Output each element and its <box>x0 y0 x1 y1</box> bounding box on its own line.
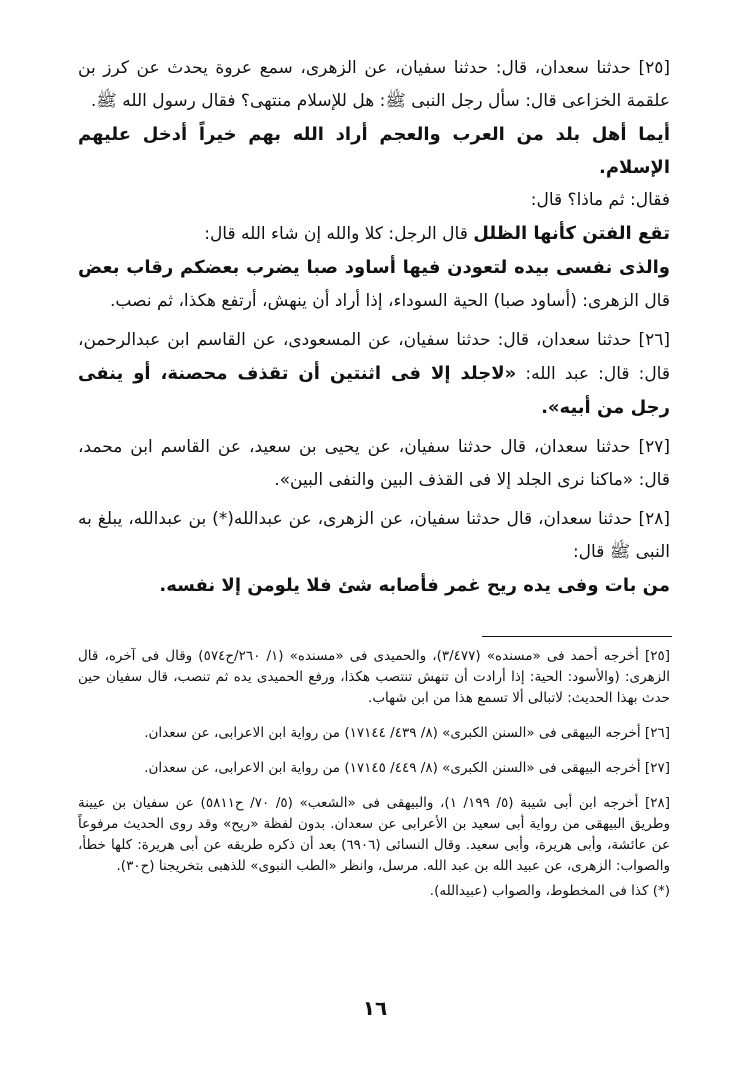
hadith-27 <box>78 431 670 497</box>
hadith-25-text-3: والذى نفسى بيده لتعودن فيها أساود صبا يضرب بعضكم رقاب بعض <box>78 257 670 278</box>
hadith-26-chain: [٢٦] حدثنا سعدان، قال: حدثنا سفيان، عن المسعودى، عن القاسم ابن عبدالرحمن، قال: قال: عبد الله: <box>78 330 670 384</box>
page-number: ١٦ <box>362 996 388 1020</box>
hadith-25-chain: [٢٥] حدثنا سعدان، قال: حدثنا سفيان، عن الزهرى، سمع عروة يحدث عن كرز بن علقمة الخزاعى قال: سأل رجل النبى ﷺ: هل للإسلام منتهى؟ فقال رسول الله ﷺ. <box>78 58 670 111</box>
hadith-25-dialogue <box>78 217 670 251</box>
hadith-25-text-2: تقع الفتن كأنها الظلل <box>473 223 670 244</box>
footnote-25: [٢٥] أخرجه أحمد فى «مسنده» (٣/٤٧٧)، والحميدى فى «مسنده» (١/ ٢٦٠/ح٥٧٤) وقال فى آخره، قال الزهرى: (والأسود: الحية: إذا أرادت أن تنهش تنتصب هكذا، ورفع الحميدى يده ثم تنصب، قال سفيان حين حدث بهذا الحديث: لاتبالى ألا تسمع هذا من ابن شهاب. <box>78 648 671 706</box>
footnote-star: (*) كذا فى المخطوط، والصواب (عبيدالله). <box>429 883 670 899</box>
hadith-25-reply: قال الرجل: كلا والله إن شاء الله قال: <box>204 224 468 244</box>
hadith-27-text: [٢٧] حدثنا سعدان، قال حدثنا سفيان، عن يحيى بن سعيد، عن القاسم ابن محمد، قال: «ماكنا نرى الجلد إلا فى القذف البين والنفى البين». <box>78 437 670 490</box>
hadith-25-text-1: أيما أهل بلد من العرب والعجم أراد الله بهم خيراً أدخل عليهم الإسلام. <box>78 124 670 178</box>
hadith-25-ending <box>78 251 670 318</box>
hadith-25-explanation: قال الزهرى: (أساود صبا) الحية السوداء، إذا أراد أن ينهش، أرتفع هكذا، ثم نصب. <box>110 291 670 311</box>
hadith-28-text: من بات وفى يده ريح غمر فأصابه شئ فلا يلومن إلا نفسه. <box>159 575 670 596</box>
footnote-28: [٢٨] أخرجه ابن أبى شيبة (٥/ ١٩٩/ ١)، والبيهقى فى «الشعب» (٥/ ٧٠/ ح٥٨١١) عن سفيان بن عيينة وطريق البيهقى من رواية أبى سعيد بن الأعرابى عن سعدان. بدون لفظة «ريح» وقد روى الحديث مرفوعاً عن عائشة، وأبى هريرة، وأبى سعيد. وقال النسائى (٦٩٠٦) بعد أن ذكره طريقه عن أبى هريرة: كلها خطأ، والصواب: الزهرى، عن عبيد الله بن عبد الله. مرسل، وانظر «الطب النبوى» للذهبى بتخريجنا (ح٣٠). <box>78 795 671 874</box>
hadith-25-question: فقال: ثم ماذا؟ قال: <box>530 190 670 210</box>
hadith-26 <box>78 324 670 425</box>
hadith-25 <box>78 52 670 118</box>
footnotes <box>78 646 670 916</box>
hadith-26-text: «لاجلد إلا فى اثنتين أن تقذف محصنة، أو ينفى رجل من أبيه». <box>78 363 670 418</box>
main-text <box>78 52 670 602</box>
hadith-28-chain: [٢٨] حدثنا سعدان، قال حدثنا سفيان، عن الزهرى، عن عبدالله(*) بن عبدالله، يبلغ به النبى ﷺ قال: <box>78 509 670 562</box>
footnote-divider <box>482 636 672 637</box>
footnote-27: [٢٧] أخرجه البيهقى فى «السنن الكبرى» (٨/ ٤٤٩/ ١٧١٤٥) من رواية ابن الاعرابى، عن سعدان. <box>144 760 670 776</box>
footnote-26: [٢٦] أخرجه البيهقى فى «السنن الكبرى» (٨/ ٤٣٩/ ١٧١٤٤) من رواية ابن الاعرابى، عن سعدان. <box>144 725 670 741</box>
hadith-28 <box>78 503 670 569</box>
